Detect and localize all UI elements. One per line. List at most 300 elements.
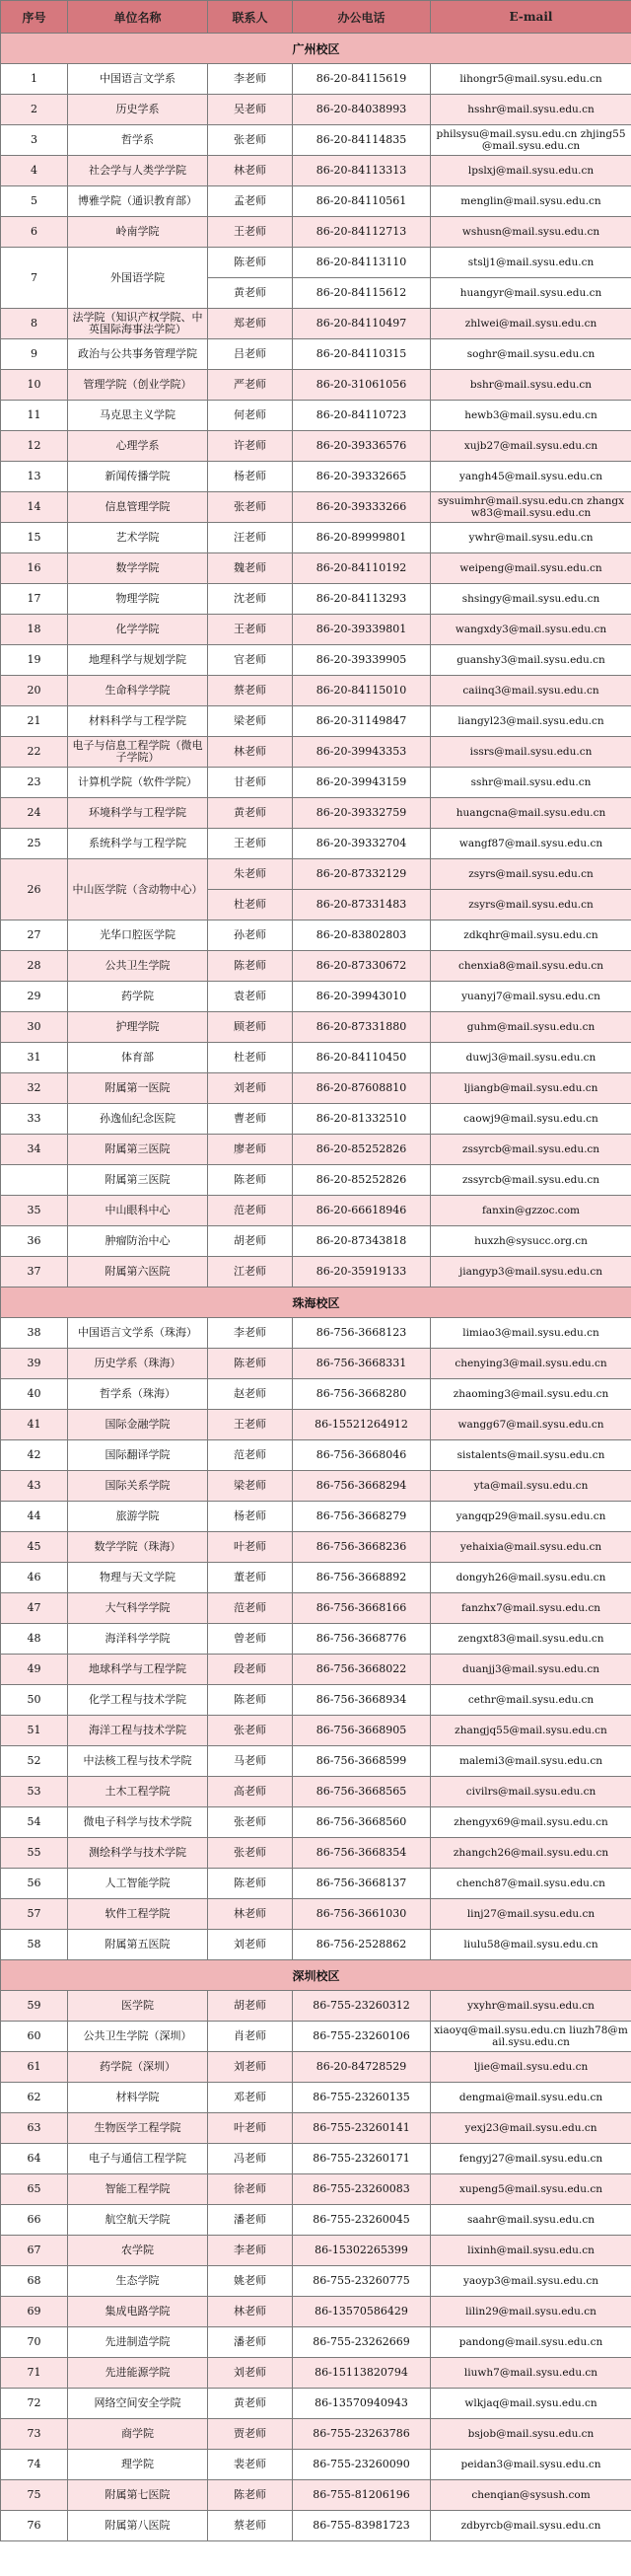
contact-name: 张老师 [208,1807,293,1838]
email-address: liuwh7@mail.sysu.edu.cn [431,2358,631,2389]
table-row [1,523,631,553]
email-address: fanxin@gzzoc.com [431,1196,631,1226]
office-phone: 86-20-87608810 [293,1073,431,1104]
office-phone: 86-20-39943010 [293,982,431,1012]
unit-name: 医学院 [68,1991,208,2022]
office-phone: 86-756-2528862 [293,1930,431,1960]
email-address: fanzhx7@mail.sysu.edu.cn [431,1593,631,1624]
row-number: 52 [1,1746,68,1777]
row-number: 47 [1,1593,68,1624]
row-number: 76 [1,2511,68,2541]
office-phone: 86-20-84110723 [293,401,431,431]
office-phone: 86-20-84114835 [293,125,431,156]
email-address: guanshy3@mail.sysu.edu.cn [431,645,631,676]
table-row [1,1991,631,2022]
contact-name: 林老师 [208,156,293,186]
unit-name: 哲学系 [68,125,208,156]
row-number: 68 [1,2266,68,2297]
office-phone: 86-15302265399 [293,2236,431,2266]
section-header-row [1,34,631,64]
email-address: lpslxj@mail.sysu.edu.cn [431,156,631,186]
row-number: 40 [1,1379,68,1410]
unit-name: 航空航天学院 [68,2205,208,2236]
email-address: yexj23@mail.sysu.edu.cn [431,2113,631,2144]
office-phone: 86-756-3668280 [293,1379,431,1410]
unit-name: 农学院 [68,2236,208,2266]
table-row [1,370,631,401]
table-row [1,1899,631,1930]
contact-name: 杨老师 [208,462,293,492]
office-phone: 86-755-23260045 [293,2205,431,2236]
email-address: sshr@mail.sysu.edu.cn [431,768,631,798]
contact-name: 陈老师 [208,1349,293,1379]
contact-name: 黄老师 [208,278,293,309]
unit-name: 信息管理学院 [68,492,208,523]
row-number: 25 [1,829,68,859]
section-title: 广州校区 [1,34,631,64]
email-address: philsysu@mail.sysu.edu.cn zhjing55@mail.sysu.edu.cn [431,125,631,156]
table-row [1,1869,631,1899]
table-row [1,2480,631,2511]
office-phone: 86-755-83981723 [293,2511,431,2541]
unit-name: 环境科学与工程学院 [68,798,208,829]
office-phone: 86-20-87331880 [293,1012,431,1043]
email-address: weipeng@mail.sysu.edu.cn [431,553,631,584]
office-phone: 86-756-3668776 [293,1624,431,1655]
row-number: 49 [1,1655,68,1685]
table-row [1,1410,631,1440]
table-row [1,1685,631,1716]
row-number: 38 [1,1318,68,1349]
office-phone: 86-755-23262669 [293,2327,431,2358]
office-phone: 86-755-23260312 [293,1991,431,2022]
row-number: 45 [1,1532,68,1563]
unit-name: 软件工程学院 [68,1899,208,1930]
email-address: wangf87@mail.sysu.edu.cn [431,829,631,859]
contact-name: 李老师 [208,2236,293,2266]
email-address: zengxt83@mail.sysu.edu.cn [431,1624,631,1655]
row-number: 36 [1,1226,68,1257]
table-row [1,1502,631,1532]
email-address: huangcna@mail.sysu.edu.cn [431,798,631,829]
table-row [1,401,631,431]
email-address: zhengyx69@mail.sysu.edu.cn [431,1807,631,1838]
header-contact: 联系人 [208,1,293,34]
contact-name: 魏老师 [208,553,293,584]
email-address: dengmai@mail.sysu.edu.cn [431,2083,631,2113]
email-address: chench87@mail.sysu.edu.cn [431,1869,631,1899]
row-number: 41 [1,1410,68,1440]
contact-name: 张老师 [208,1838,293,1869]
email-address: peidan3@mail.sysu.edu.cn [431,2450,631,2480]
row-number: 51 [1,1716,68,1746]
contact-name: 孟老师 [208,186,293,217]
unit-name: 公共卫生学院 [68,951,208,982]
table-row [1,1318,631,1349]
contact-name: 廖老师 [208,1135,293,1165]
contact-name: 袁老师 [208,982,293,1012]
unit-name: 电子与通信工程学院 [68,2144,208,2174]
table-row [1,645,631,676]
unit-name: 附属第五医院 [68,1930,208,1960]
email-address: zhaoming3@mail.sysu.edu.cn [431,1379,631,1410]
contact-name: 梁老师 [208,1471,293,1502]
contact-name: 顾老师 [208,1012,293,1043]
table-row [1,2327,631,2358]
row-number: 34 [1,1135,68,1165]
unit-name: 岭南学院 [68,217,208,248]
office-phone: 86-20-39339801 [293,615,431,645]
unit-name: 艺术学院 [68,523,208,553]
unit-name: 附属第一医院 [68,1073,208,1104]
row-number: 37 [1,1257,68,1288]
table-row [1,1777,631,1807]
email-address: xiaoyq@mail.sysu.edu.cn liuzh78@mail.sysu.edu.cn [431,2022,631,2052]
contact-name: 杜老师 [208,890,293,920]
row-number: 69 [1,2297,68,2327]
contact-name: 梁老师 [208,706,293,737]
office-phone: 86-20-84113293 [293,584,431,615]
row-number: 30 [1,1012,68,1043]
table-row [1,217,631,248]
email-address: limiao3@mail.sysu.edu.cn [431,1318,631,1349]
table-row [1,2052,631,2083]
email-address: ywhr@mail.sysu.edu.cn [431,523,631,553]
table-row [1,1135,631,1165]
table-row [1,1104,631,1135]
table-row [1,1012,631,1043]
row-number: 70 [1,2327,68,2358]
table-row [1,462,631,492]
email-address: dongyh26@mail.sysu.edu.cn [431,1563,631,1593]
email-address: wlkjaq@mail.sysu.edu.cn [431,2389,631,2419]
office-phone: 86-756-3668236 [293,1532,431,1563]
office-phone: 86-20-84110315 [293,339,431,370]
office-phone: 86-20-87330672 [293,951,431,982]
office-phone: 86-15521264912 [293,1410,431,1440]
row-number: 43 [1,1471,68,1502]
office-phone: 86-15113820794 [293,2358,431,2389]
unit-name: 数学学院（珠海） [68,1532,208,1563]
email-address: yangqp29@mail.sysu.edu.cn [431,1502,631,1532]
email-address: jiangyp3@mail.sysu.edu.cn [431,1257,631,1288]
office-phone: 86-20-31149847 [293,706,431,737]
email-address: menglin@mail.sysu.edu.cn [431,186,631,217]
contact-name: 严老师 [208,370,293,401]
row-number: 26 [1,859,68,920]
unit-name: 护理学院 [68,1012,208,1043]
row-number: 66 [1,2205,68,2236]
email-address: wangxdy3@mail.sysu.edu.cn [431,615,631,645]
row-number: 73 [1,2419,68,2450]
contact-name: 范老师 [208,1593,293,1624]
table-row [1,1563,631,1593]
unit-name: 化学学院 [68,615,208,645]
unit-name: 电子与信息工程学院（微电子学院） [68,737,208,768]
table-row [1,2205,631,2236]
office-phone: 86-20-84112713 [293,217,431,248]
unit-name: 材料科学与工程学院 [68,706,208,737]
contact-name: 邓老师 [208,2083,293,2113]
contact-name: 张老师 [208,492,293,523]
contact-name: 潘老师 [208,2205,293,2236]
unit-name: 心理学系 [68,431,208,462]
table-row [1,1165,631,1196]
unit-name: 测绘科学与技术学院 [68,1838,208,1869]
email-address: bshr@mail.sysu.edu.cn [431,370,631,401]
row-number: 16 [1,553,68,584]
table-row [1,339,631,370]
row-number: 11 [1,401,68,431]
contact-name: 范老师 [208,1196,293,1226]
table-row [1,2113,631,2144]
contact-name: 杜老师 [208,1043,293,1073]
contact-name: 蔡老师 [208,676,293,706]
email-address: linj27@mail.sysu.edu.cn [431,1899,631,1930]
contact-name: 潘老师 [208,2327,293,2358]
row-number: 63 [1,2113,68,2144]
unit-name: 历史学系 [68,95,208,125]
unit-name: 旅游学院 [68,1502,208,1532]
unit-name: 智能工程学院 [68,2174,208,2205]
contact-name: 沈老师 [208,584,293,615]
office-phone: 86-20-85252826 [293,1135,431,1165]
unit-name: 地球科学与工程学院 [68,1655,208,1685]
row-number: 1 [1,64,68,95]
unit-name: 公共卫生学院（深圳） [68,2022,208,2052]
section-title: 深圳校区 [1,1960,631,1991]
contact-name: 王老师 [208,829,293,859]
office-phone: 86-20-83802803 [293,920,431,951]
unit-name: 药学院 [68,982,208,1012]
contact-name: 肖老师 [208,2022,293,2052]
table-row [1,798,631,829]
office-phone: 86-20-89999801 [293,523,431,553]
unit-name: 中山医学院（含动物中心） [68,859,208,920]
office-phone: 86-20-39332759 [293,798,431,829]
office-phone: 86-756-3668331 [293,1349,431,1379]
office-phone: 86-756-3668123 [293,1318,431,1349]
unit-name: 网络空间安全学院 [68,2389,208,2419]
table-row [1,309,631,339]
office-phone: 86-756-3668294 [293,1471,431,1502]
unit-name: 大气科学学院 [68,1593,208,1624]
table-row [1,706,631,737]
email-address: caiinq3@mail.sysu.edu.cn [431,676,631,706]
table-row [1,1807,631,1838]
row-number: 24 [1,798,68,829]
row-number: 15 [1,523,68,553]
row-number: 42 [1,1440,68,1471]
section-header-row [1,1960,631,1991]
contact-name: 黄老师 [208,798,293,829]
unit-name: 孙逸仙纪念医院 [68,1104,208,1135]
table-row [1,2358,631,2389]
row-number: 28 [1,951,68,982]
contact-name: 王老师 [208,217,293,248]
contact-name: 李老师 [208,1318,293,1349]
table-row [1,1349,631,1379]
office-phone: 86-755-23260135 [293,2083,431,2113]
unit-name: 系统科学与工程学院 [68,829,208,859]
email-address: liangyl23@mail.sysu.edu.cn [431,706,631,737]
row-number: 53 [1,1777,68,1807]
row-number: 7 [1,248,68,309]
row-number: 21 [1,706,68,737]
row-number: 58 [1,1930,68,1960]
row-number: 60 [1,2022,68,2052]
unit-name: 地理科学与规划学院 [68,645,208,676]
section-header-row [1,1288,631,1318]
email-address: soghr@mail.sysu.edu.cn [431,339,631,370]
office-phone: 86-755-23260106 [293,2022,431,2052]
row-number [1,1165,68,1196]
unit-name: 集成电路学院 [68,2297,208,2327]
office-phone: 86-20-39339905 [293,645,431,676]
table-row [1,1838,631,1869]
row-number: 57 [1,1899,68,1930]
table-row [1,2236,631,2266]
unit-name: 法学院（知识产权学院、中英国际海事法学院） [68,309,208,339]
contact-name: 曾老师 [208,1624,293,1655]
table-row [1,2174,631,2205]
table-row [1,125,631,156]
email-address: ljie@mail.sysu.edu.cn [431,2052,631,2083]
row-number: 27 [1,920,68,951]
office-phone: 86-20-35919133 [293,1257,431,1288]
row-number: 29 [1,982,68,1012]
contact-name: 刘老师 [208,2052,293,2083]
row-number: 19 [1,645,68,676]
table-row [1,1593,631,1624]
email-address: bsjob@mail.sysu.edu.cn [431,2419,631,2450]
row-number: 4 [1,156,68,186]
office-phone: 86-755-23260083 [293,2174,431,2205]
row-number: 35 [1,1196,68,1226]
row-number: 17 [1,584,68,615]
table-row [1,829,631,859]
unit-name: 附属第八医院 [68,2511,208,2541]
row-number: 9 [1,339,68,370]
office-phone: 86-756-3668354 [293,1838,431,1869]
office-phone: 86-20-87332129 [293,859,431,890]
row-number: 50 [1,1685,68,1716]
email-address: hewb3@mail.sysu.edu.cn [431,401,631,431]
table-row [1,920,631,951]
contact-name: 高老师 [208,1777,293,1807]
contact-name: 林老师 [208,737,293,768]
row-number: 61 [1,2052,68,2083]
row-number: 65 [1,2174,68,2205]
email-address: liulu58@mail.sysu.edu.cn [431,1930,631,1960]
email-address: yangh45@mail.sysu.edu.cn [431,462,631,492]
table-row [1,1532,631,1563]
row-number: 54 [1,1807,68,1838]
office-phone: 86-756-3668892 [293,1563,431,1593]
table-row [1,2297,631,2327]
email-address: zssyrcb@mail.sysu.edu.cn [431,1135,631,1165]
email-address: zdbyrcb@mail.sysu.edu.cn [431,2511,631,2541]
unit-name: 物理与天文学院 [68,1563,208,1593]
contact-name: 董老师 [208,1563,293,1593]
table-row [1,95,631,125]
office-phone: 86-756-3668046 [293,1440,431,1471]
email-address: huangyr@mail.sysu.edu.cn [431,278,631,309]
unit-name: 先进能源学院 [68,2358,208,2389]
office-phone: 86-20-39332704 [293,829,431,859]
row-number: 8 [1,309,68,339]
office-phone: 86-20-84115619 [293,64,431,95]
contact-name: 段老师 [208,1655,293,1685]
email-address: shsingy@mail.sysu.edu.cn [431,584,631,615]
contact-name: 胡老师 [208,1991,293,2022]
unit-name: 化学工程与技术学院 [68,1685,208,1716]
row-number: 18 [1,615,68,645]
table-row [1,2144,631,2174]
table-row [1,248,631,278]
table-row [1,1930,631,1960]
table-row [1,553,631,584]
table-row [1,1379,631,1410]
contact-name: 甘老师 [208,768,293,798]
contact-name: 朱老师 [208,859,293,890]
table-row [1,64,631,95]
contact-name: 林老师 [208,2297,293,2327]
row-number: 20 [1,676,68,706]
office-phone: 86-755-23260090 [293,2450,431,2480]
office-phone: 86-20-84110450 [293,1043,431,1073]
office-phone: 86-756-3668565 [293,1777,431,1807]
table-row [1,1226,631,1257]
unit-name: 生命科学学院 [68,676,208,706]
row-number: 14 [1,492,68,523]
contact-name: 黄老师 [208,2389,293,2419]
contact-name: 林老师 [208,1899,293,1930]
office-phone: 86-20-84115612 [293,278,431,309]
email-address: zssyrcb@mail.sysu.edu.cn [431,1165,631,1196]
email-address: ljiangb@mail.sysu.edu.cn [431,1073,631,1104]
header-no: 序号 [1,1,68,34]
table-row [1,1043,631,1073]
email-address: zsyrs@mail.sysu.edu.cn [431,859,631,890]
contact-name: 王老师 [208,615,293,645]
email-address: zhangjq55@mail.sysu.edu.cn [431,1716,631,1746]
office-phone: 86-756-3668599 [293,1746,431,1777]
email-address: wshusn@mail.sysu.edu.cn [431,217,631,248]
contact-name: 陈老师 [208,1869,293,1899]
unit-name: 海洋工程与技术学院 [68,1716,208,1746]
office-phone: 86-20-84110192 [293,553,431,584]
unit-name: 马克思主义学院 [68,401,208,431]
contact-name: 陈老师 [208,2480,293,2511]
contact-name: 许老师 [208,431,293,462]
email-address: cethr@mail.sysu.edu.cn [431,1685,631,1716]
section-title: 珠海校区 [1,1288,631,1318]
unit-name: 国际金融学院 [68,1410,208,1440]
table-row [1,768,631,798]
table-row [1,951,631,982]
row-number: 5 [1,186,68,217]
table-row [1,2389,631,2419]
office-phone: 86-20-85252826 [293,1165,431,1196]
row-number: 39 [1,1349,68,1379]
table-row [1,1746,631,1777]
email-address: xupeng5@mail.sysu.edu.cn [431,2174,631,2205]
row-number: 3 [1,125,68,156]
unit-name: 体育部 [68,1043,208,1073]
office-phone: 86-20-84110497 [293,309,431,339]
contact-name: 何老师 [208,401,293,431]
